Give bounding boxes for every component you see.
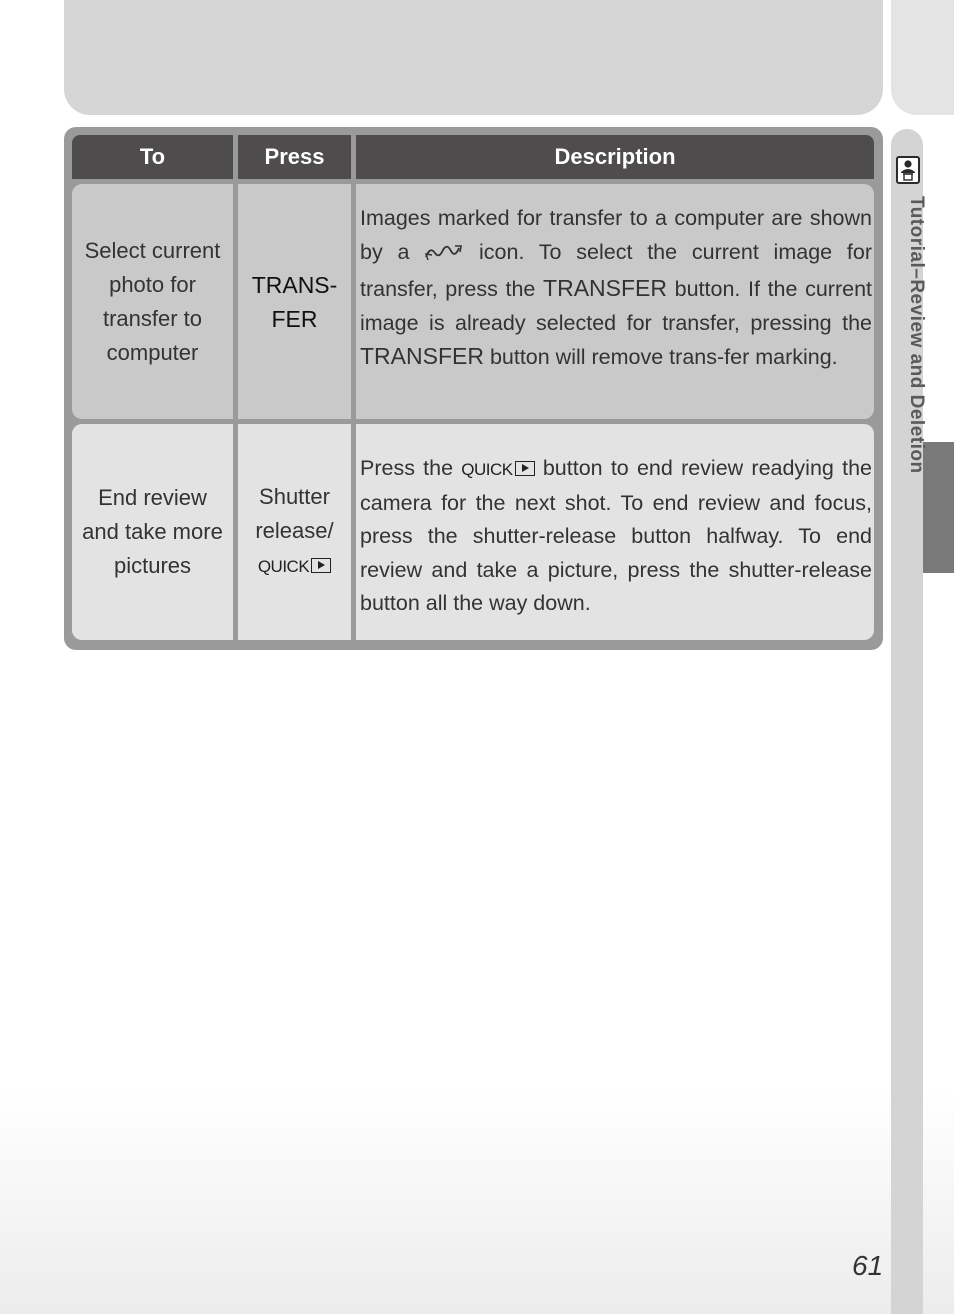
- quick-review-button-label: [258, 548, 331, 584]
- chapter-tab-marker: [923, 442, 954, 573]
- row2-desc-part2: button to end review readying the camera for the next shot. To end review and focus, press the shutter-release button halfway. To end review and take a picture, press the shutter-release button all the way down.: [360, 456, 872, 615]
- row1-to: [72, 184, 233, 419]
- row2-description: [356, 424, 874, 640]
- row1-desc-part4: button will remove trans-fer marking.: [489, 345, 838, 369]
- quick-text: QUICK: [257, 557, 310, 576]
- play-icon: [311, 558, 331, 573]
- header-to: To: [72, 135, 233, 179]
- row2-desc-part1: Press the: [360, 456, 454, 480]
- row1-desc-part2: icon. To select the current image for transfer, press the: [360, 239, 872, 301]
- row1-to-text: Select current photo for transfer to computer: [84, 237, 221, 365]
- chapter-title: Tutorial–Review and Deletion: [906, 196, 927, 474]
- row1-press: [238, 184, 351, 419]
- header-description: Description: [356, 135, 874, 179]
- row2-press: [238, 424, 351, 640]
- row1-press-line2: FER: [271, 305, 318, 332]
- row1-description: [356, 184, 874, 419]
- transfer-button-label-2: TRANSFER: [360, 343, 484, 369]
- row1-press-line1: TRANS-: [251, 271, 338, 298]
- function-table: [64, 127, 883, 650]
- transfer-mark-icon: [424, 239, 464, 273]
- header-band: [64, 0, 883, 115]
- play-inline-icon: [515, 461, 535, 476]
- row1-desc-part3: button. If the current image is already selected for transfer, pressing the: [360, 277, 872, 335]
- row1-desc-part1: Images marked for transfer to a computer are shown by a: [360, 206, 872, 264]
- quick-inline-text: QUICK: [461, 460, 513, 479]
- header-press: Press: [238, 135, 351, 179]
- row2-to: [72, 424, 233, 640]
- transfer-button-label: TRANSFER: [543, 275, 667, 301]
- row2-to-text: End review and take more pictures: [82, 485, 223, 578]
- playback-trash-icon: [896, 156, 920, 184]
- header-corner: [891, 0, 954, 115]
- page-number: 61: [852, 1250, 884, 1281]
- row2-press-line2: release/: [255, 518, 334, 543]
- row2-press-line1: Shutter: [259, 484, 330, 509]
